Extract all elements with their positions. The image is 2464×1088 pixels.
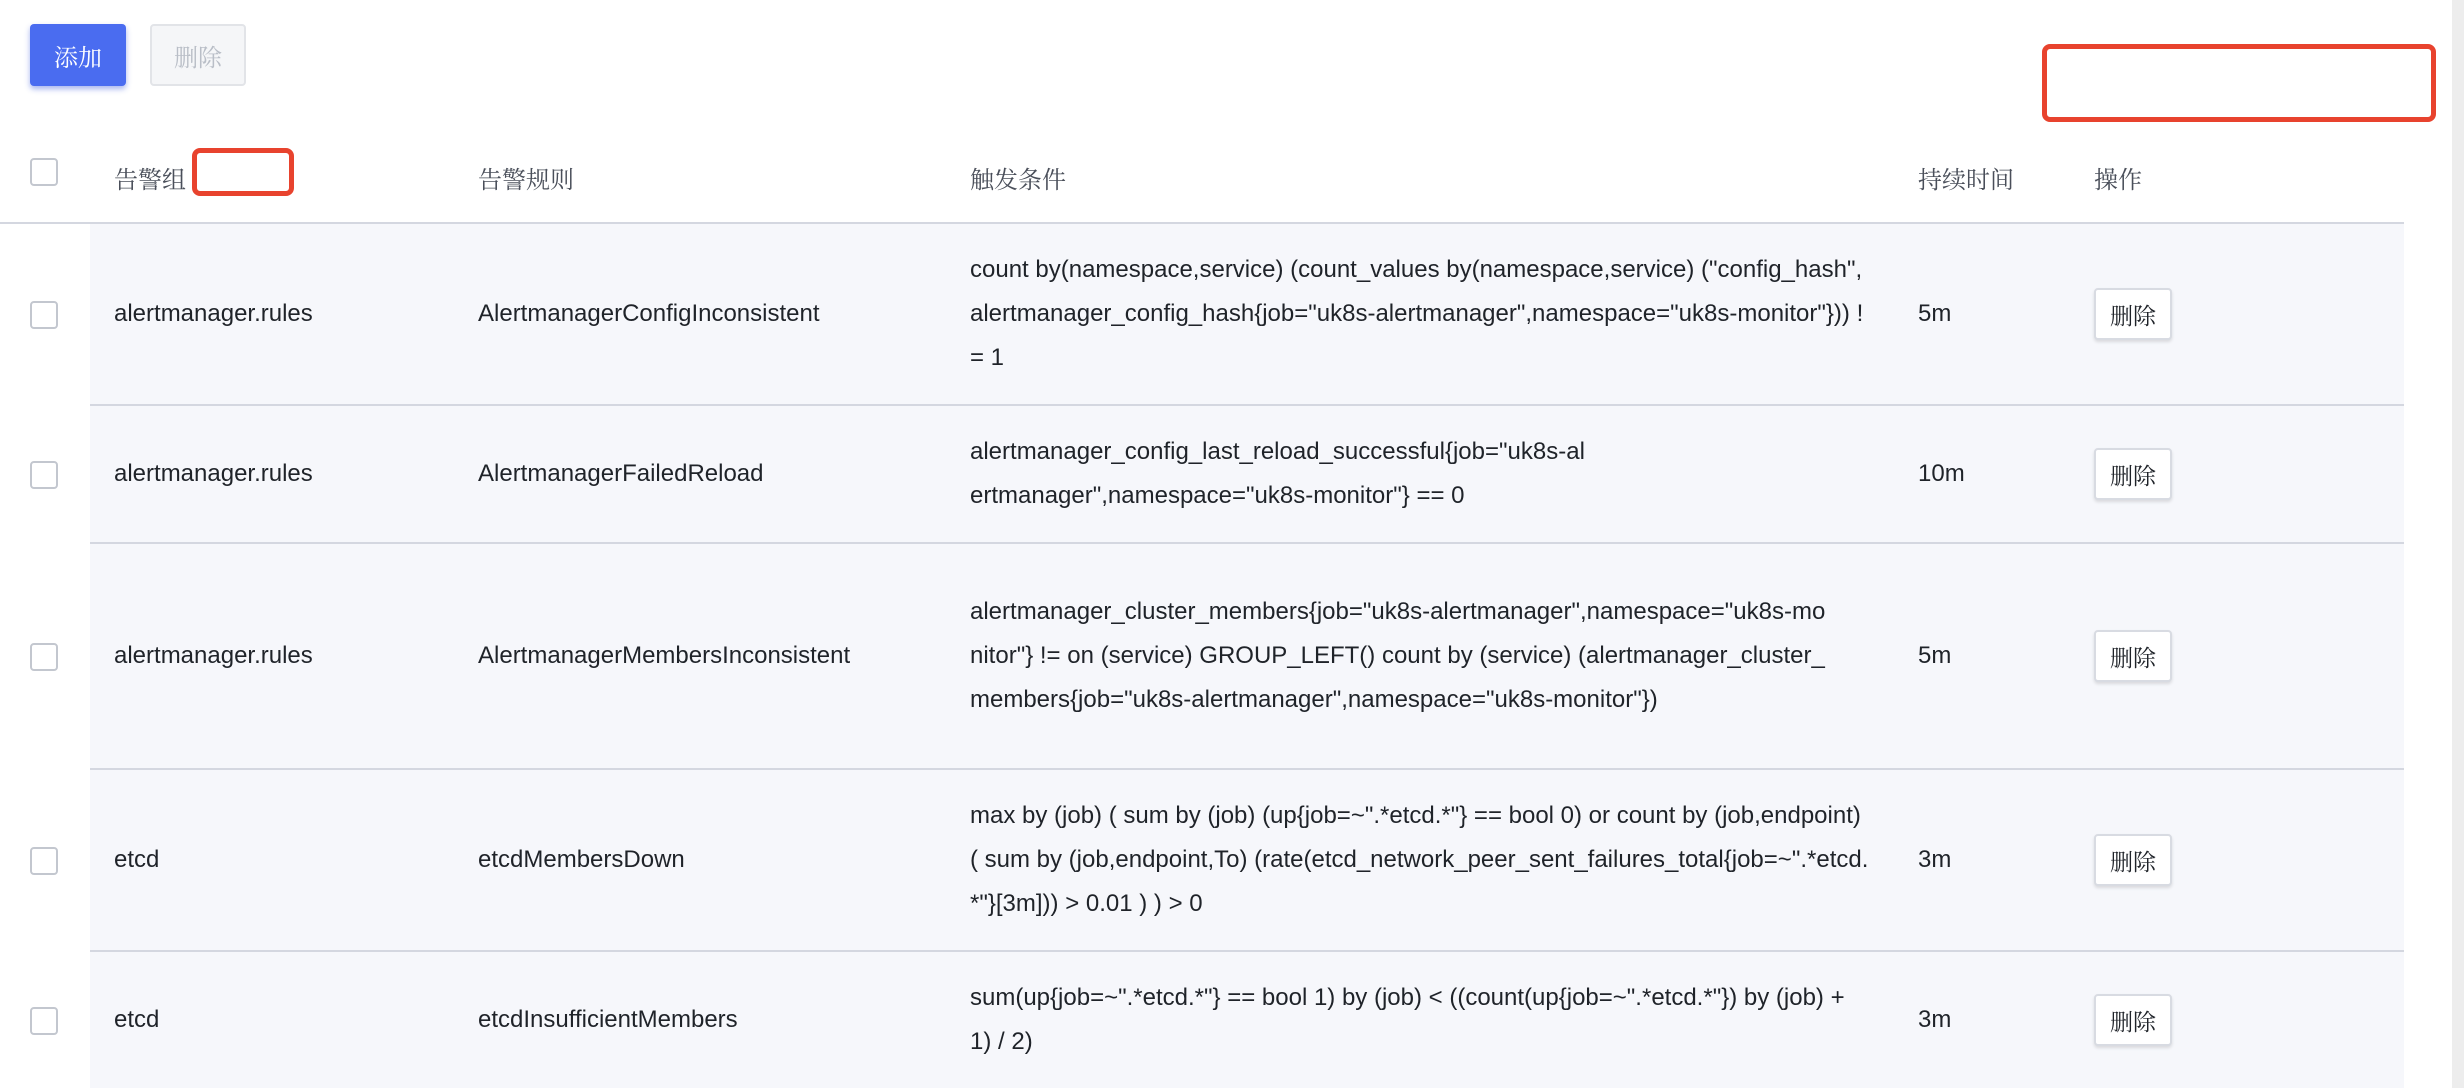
row-rule: etcdInsufficientMembers (478, 1006, 738, 1033)
row-duration: 3m (1918, 846, 1952, 873)
annotation-highlight-box-header (192, 148, 294, 196)
table-row (90, 770, 2404, 952)
vertical-scrollbar[interactable] (2452, 0, 2464, 1088)
annotation-highlight-box (2042, 44, 2436, 122)
row-delete-button[interactable]: 删除 (2094, 834, 2172, 886)
row-rule: etcdMembersDown (478, 846, 685, 873)
select-all-checkbox[interactable] (30, 158, 58, 186)
row-condition: max by (job) ( sum by (job) (up{job=~".*etcd.*"} == bool 0) or count by (job,endpoint) ( sum by (job,endpoint,To) (rate(etcd_network_peer_sent_failures_total{job=~".*etcd.*"}[3m])) > 0.01 ) ) > 0 (970, 802, 1869, 917)
row-duration: 5m (1918, 642, 1952, 669)
row-duration: 10m (1918, 460, 1965, 487)
row-rule: AlertmanagerMembersInconsistent (478, 642, 851, 669)
row-group: alertmanager.rules (114, 460, 313, 487)
row-condition: alertmanager_config_last_reload_successful{job="uk8s-alertmanager",namespace="uk8s-monitor"} == 0 (970, 438, 1585, 509)
table-row (90, 952, 2404, 1088)
table-row (90, 224, 2404, 406)
row-group: etcd (114, 846, 160, 873)
table-row (90, 544, 2404, 770)
row-checkbox[interactable] (30, 1007, 58, 1035)
row-duration: 5m (1918, 300, 1952, 327)
row-delete-button[interactable]: 删除 (2094, 448, 2172, 500)
row-duration: 3m (1918, 1006, 1952, 1033)
row-condition: alertmanager_cluster_members{job="uk8s-alertmanager",namespace="uk8s-monitor"} != on (service) GROUP_LEFT() count by (service) (alertmanager_cluster_members{job="uk8s-alertmanager",namespace="uk8s-monitor"}) (970, 598, 1826, 713)
row-checkbox[interactable] (30, 461, 58, 489)
row-delete-button[interactable]: 删除 (2094, 994, 2172, 1046)
row-checkbox[interactable] (30, 301, 58, 329)
header-rule: 告警规则 (478, 166, 574, 194)
row-condition: count by(namespace,service) (count_values by(namespace,service) ("config_hash", alertmanager_config_hash{job="uk8s-alertmanager",namespace="uk8s-monitor"})) != 1 (970, 256, 1864, 371)
table-header (0, 132, 2404, 224)
row-checkbox[interactable] (30, 847, 58, 875)
row-checkbox[interactable] (30, 643, 58, 671)
row-group: etcd (114, 1006, 160, 1033)
row-delete-button[interactable]: 删除 (2094, 630, 2172, 682)
header-action: 操作 (2094, 166, 2142, 194)
row-rule: AlertmanagerFailedReload (478, 460, 764, 487)
row-group: alertmanager.rules (114, 300, 313, 327)
add-button[interactable]: 添加 (30, 24, 126, 86)
header-duration: 持续时间 (1918, 166, 2014, 194)
row-delete-button[interactable]: 删除 (2094, 288, 2172, 340)
row-condition: sum(up{job=~".*etcd.*"} == bool 1) by (job) < ((count(up{job=~".*etcd.*"}) by (job) + 1) / 2) (970, 984, 1845, 1055)
header-group: 告警组 (114, 166, 186, 194)
table-row (90, 406, 2404, 544)
delete-button-disabled[interactable]: 删除 (150, 24, 246, 86)
row-rule: AlertmanagerConfigInconsistent (478, 300, 820, 327)
header-condition: 触发条件 (970, 166, 1066, 194)
row-group: alertmanager.rules (114, 642, 313, 669)
